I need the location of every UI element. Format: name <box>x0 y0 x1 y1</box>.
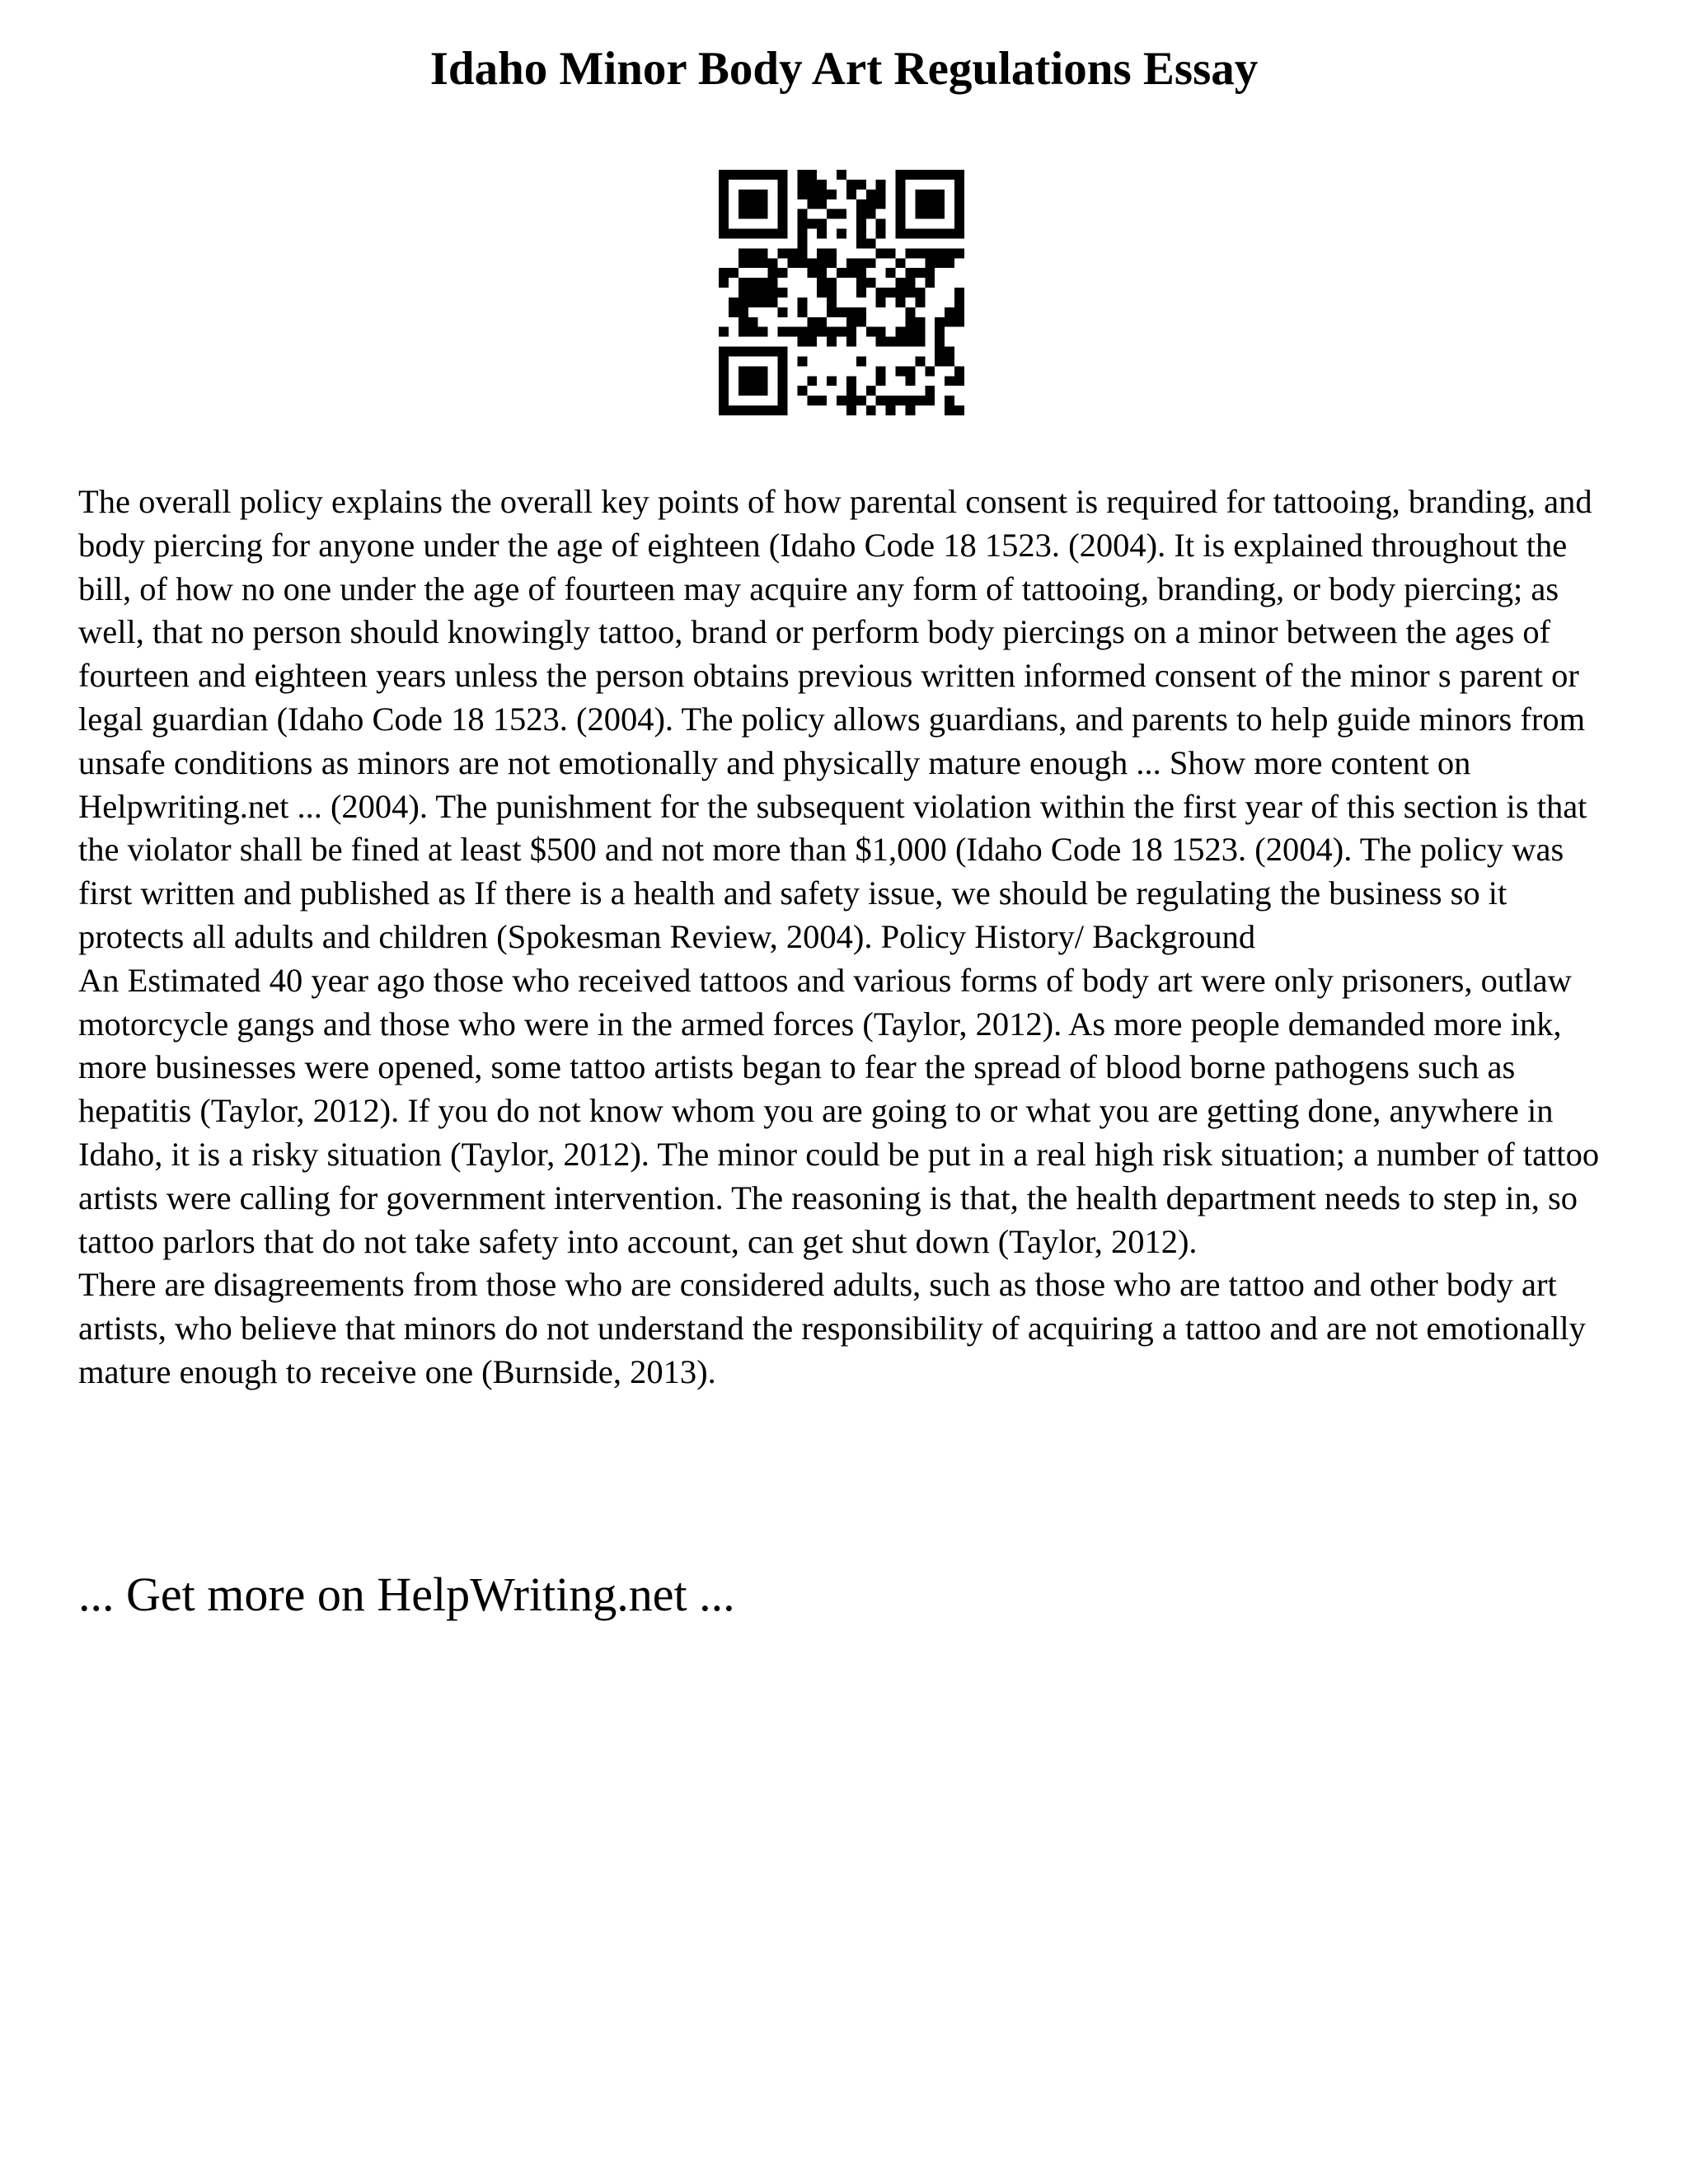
qr-code-icon <box>719 170 964 415</box>
paragraph: There are disagreements from those who are considered adults, such as those who are tattoo and other body art artists, who believe that minors do not understand the responsibility of acquiring a tattoo and are not emotionally mature enough to receive one (Burnside, 2013). <box>78 1266 1586 1390</box>
get-more-link[interactable]: ... Get more on HelpWriting.net ... <box>78 1568 735 1621</box>
page-title: Idaho Minor Body Art Regulations Essay <box>429 43 1259 95</box>
paragraph: An Estimated 40 year ago those who received tattoos and various forms of body art were only prisoners, outlaw motorcycle gangs and those who were in the armed forces (Taylor, 2012). As more people demanded more ink, more businesses were opened, some tattoo artists began to fear the spread of blood borne pathogens such as hepatitis (Taylor, 2012). If you do not know whom you are going to or what you are getting done, anywhere in Idaho, it is a risky situation (Taylor, 2012). The minor could be put in a real high risk situation; a number of tattoo artists were calling for government intervention. The reasoning is that, the health department needs to step in, so tattoo parlors that do not take safety into account, can get shut down (Taylor, 2012). <box>78 961 1600 1260</box>
essay-body <box>78 480 1620 1394</box>
paragraph: The overall policy explains the overall key points of how parental consent is required for tattooing, branding, and body piercing for anyone under the age of eighteen (Idaho Code 18 1523. (2004). It is explained throughout the bill, of how no one under the age of fourteen may acquire any form of tattooing, branding, or body piercing; as well, that no person should knowingly tattoo, brand or perform body piercings on a minor between the ages of fourteen and eighteen years unless the person obtains previous written informed consent of the minor s parent or legal guardian (Idaho Code 18 1523. (2004). The policy allows guardians, and parents to help guide minors from unsafe conditions as minors are not emotionally and physically mature enough ... Show more content on Helpwriting.net ... (2004). The punishment for the subsequent violation within the first year of this section is that the violator shall be fined at least $500 and not more than $1,000 (Idaho Code 18 1523. (2004). The policy was first written and published as If there is a health and safety issue, we should be regulating the business so it protects all adults and children (Spokesman Review, 2004). Policy History/ Background <box>78 483 1592 955</box>
